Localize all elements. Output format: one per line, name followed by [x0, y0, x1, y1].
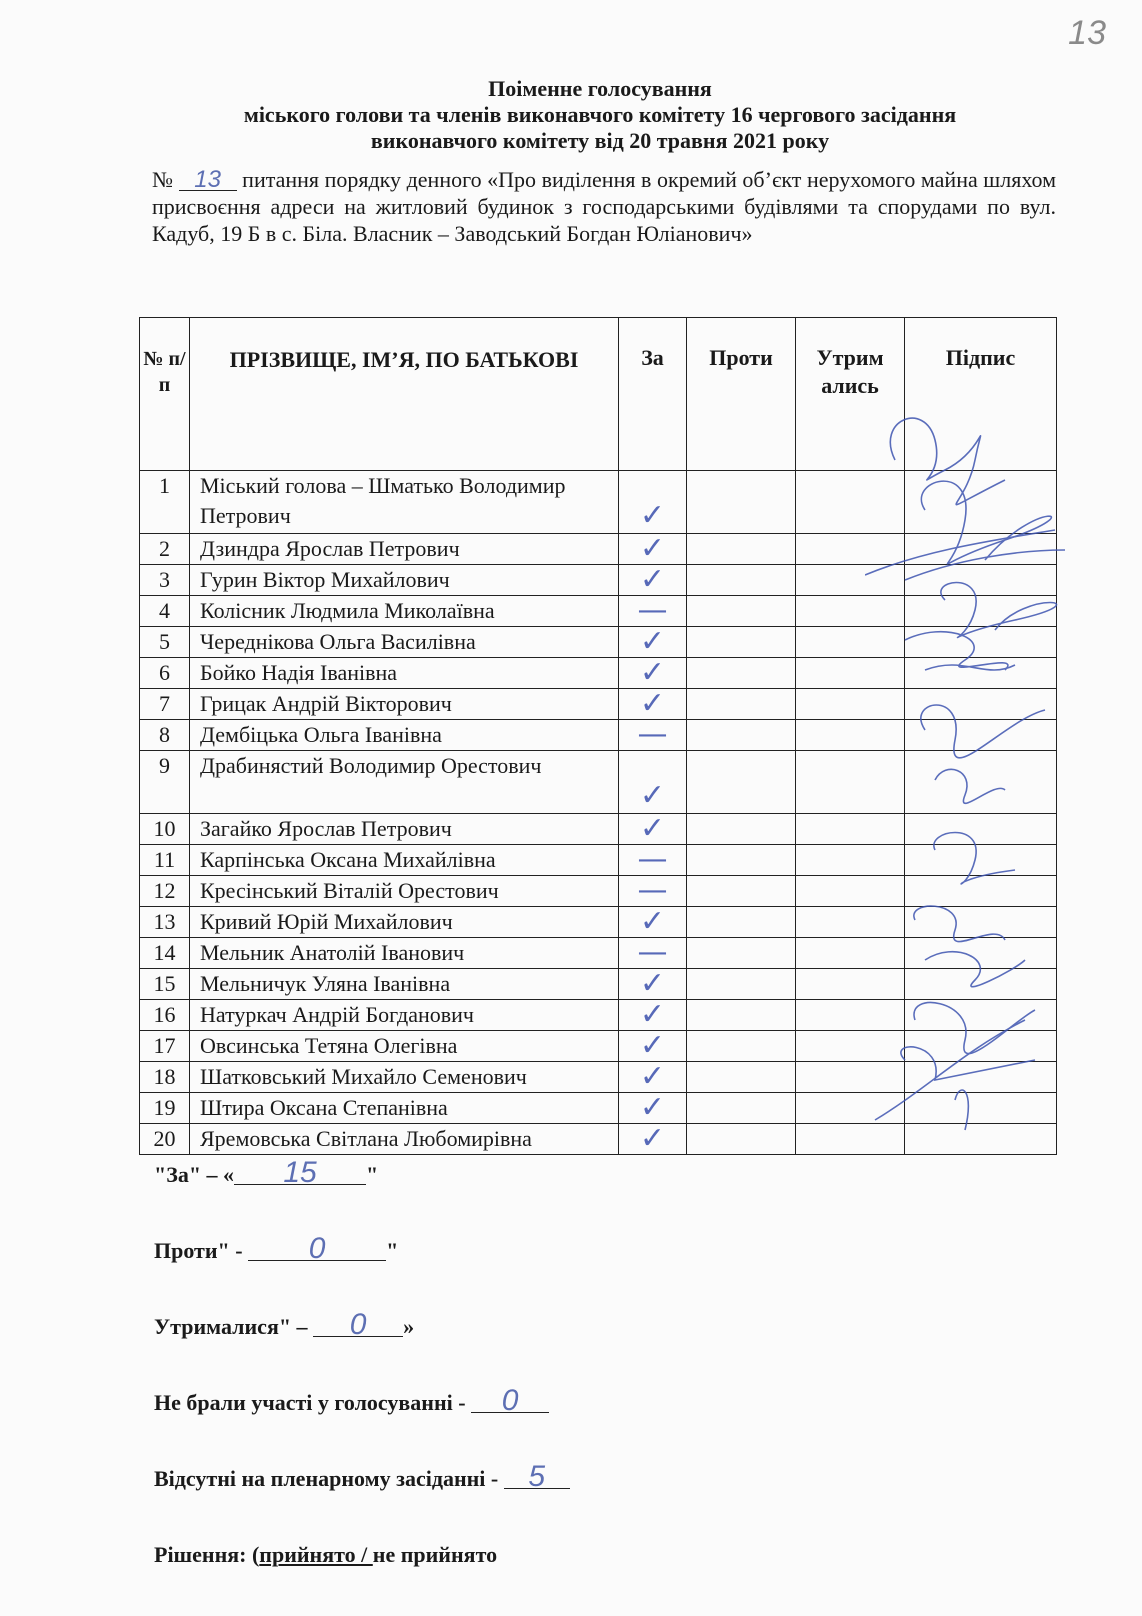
row-vote-for — [619, 531, 687, 566]
decision-rejected: не прийнято — [372, 1542, 498, 1567]
table-row — [140, 938, 1057, 969]
header-number: № п/п — [140, 318, 190, 471]
row-full-name: Кривий Юрій Михайлович — [190, 907, 619, 938]
summary-decision: Рішення: (прийнято / не прийнято — [154, 1542, 498, 1567]
check-mark-icon: ✓ — [639, 531, 666, 566]
table-row — [140, 627, 1057, 658]
row-full-name: Драбинястий Володимир Орестович — [190, 751, 619, 814]
row-number: 15 — [140, 969, 190, 1000]
row-vote-abstained — [796, 596, 905, 627]
row-signature — [905, 596, 1057, 627]
header-against: Проти — [687, 318, 796, 471]
row-number: 6 — [140, 658, 190, 689]
row-vote-against — [687, 596, 796, 627]
table-row — [140, 1000, 1057, 1031]
row-vote-against — [687, 689, 796, 720]
row-number: 17 — [140, 1031, 190, 1062]
table-row — [140, 845, 1057, 876]
handwritten-item-number: 13 — [179, 170, 237, 191]
table-row — [140, 1124, 1057, 1155]
dash-mark-icon: — — [637, 593, 668, 628]
row-signature — [905, 751, 1057, 814]
row-vote-for — [619, 624, 687, 659]
row-number: 9 — [140, 751, 190, 814]
row-vote-for — [619, 966, 687, 1001]
row-vote-abstained — [796, 907, 905, 938]
row-vote-against — [687, 1124, 796, 1155]
row-full-name: Міський голова – Шматько Володимир Петрович — [190, 471, 619, 534]
check-mark-icon: ✓ — [639, 562, 666, 597]
row-vote-abstained — [796, 471, 905, 534]
table-row — [140, 969, 1057, 1000]
row-signature — [905, 907, 1057, 938]
row-vote-abstained — [796, 1093, 905, 1124]
row-full-name: Колісник Людмила Миколаївна — [190, 596, 619, 627]
row-full-name: Череднікова Ольга Василівна — [190, 627, 619, 658]
check-mark-icon: ✓ — [639, 686, 666, 721]
row-vote-abstained — [796, 876, 905, 907]
row-vote-for — [619, 1121, 687, 1156]
heading-line-1: Поіменне голосування — [488, 76, 712, 101]
row-vote-against — [687, 627, 796, 658]
table-row — [140, 689, 1057, 720]
row-signature — [905, 845, 1057, 876]
check-mark-icon: ✓ — [639, 624, 666, 659]
check-mark-icon: ✓ — [639, 1059, 666, 1094]
row-full-name: Гурин Віктор Михайлович — [190, 565, 619, 596]
row-signature — [905, 969, 1057, 1000]
row-number: 5 — [140, 627, 190, 658]
row-number: 10 — [140, 814, 190, 845]
row-vote-for — [619, 471, 687, 534]
check-mark-icon: ✓ — [639, 778, 666, 813]
row-vote-abstained — [796, 751, 905, 814]
dash-mark-icon: — — [637, 717, 668, 752]
table-header-row — [140, 318, 1057, 471]
check-mark-icon: ✓ — [639, 997, 666, 1032]
row-vote-abstained — [796, 938, 905, 969]
dash-mark-icon: — — [637, 842, 668, 877]
summary-against: Проти" - 0 " — [154, 1232, 399, 1265]
row-full-name: Дембіцька Ольга Іванівна — [190, 720, 619, 751]
row-vote-against — [687, 845, 796, 876]
row-vote-against — [687, 1093, 796, 1124]
dash-mark-icon: — — [637, 935, 668, 970]
summary-not-voted: Не брали участі у голосуванні - 0 — [154, 1388, 854, 1418]
row-number: 14 — [140, 938, 190, 969]
row-full-name: Яремовська Світлана Любомирівна — [190, 1124, 619, 1155]
row-signature — [905, 938, 1057, 969]
row-vote-for — [619, 655, 687, 690]
header-abstained: Утрим ались — [796, 318, 905, 471]
row-vote-against — [687, 907, 796, 938]
row-signature — [905, 565, 1057, 596]
check-mark-icon: ✓ — [639, 1121, 666, 1156]
row-vote-for — [619, 842, 687, 877]
table-row — [140, 814, 1057, 845]
heading-line-2: міського голови та членів виконавчого комітету 16 чергового засідання — [243, 102, 957, 127]
row-number: 4 — [140, 596, 190, 627]
row-vote-for — [619, 717, 687, 752]
row-vote-against — [687, 1031, 796, 1062]
for-count: 15 — [234, 1162, 366, 1185]
row-vote-abstained — [796, 1031, 905, 1062]
agenda-item-description — [152, 166, 1056, 247]
row-number: 19 — [140, 1093, 190, 1124]
header-for: За — [619, 318, 687, 471]
table-row — [140, 876, 1057, 907]
row-vote-for — [619, 1059, 687, 1094]
table-row — [140, 720, 1057, 751]
row-number: 20 — [140, 1124, 190, 1155]
row-number: 16 — [140, 1000, 190, 1031]
agenda-item-text: питання порядку денного «Про виділення в окремий об’єкт нерухомого майна шляхом присвоєння адреси на житловий будинок з господарськими будівлями та спорудами по вул. Кадуб, 19 Б в с. Біла. Власник – Заводський Богдан Юліанович» — [152, 167, 1057, 246]
table-row — [140, 1031, 1057, 1062]
row-vote-for — [619, 811, 687, 846]
row-vote-abstained — [796, 565, 905, 596]
row-vote-abstained — [796, 1000, 905, 1031]
table-row — [140, 1062, 1057, 1093]
row-vote-against — [687, 471, 796, 534]
row-signature — [905, 1031, 1057, 1062]
decision-accepted: прийнято / — [259, 1542, 373, 1567]
row-full-name: Грицак Андрій Вікторович — [190, 689, 619, 720]
row-signature — [905, 658, 1057, 689]
row-vote-abstained — [796, 689, 905, 720]
row-vote-against — [687, 969, 796, 1000]
row-signature — [905, 534, 1057, 565]
table-row — [140, 596, 1057, 627]
table-row — [140, 907, 1057, 938]
row-vote-for — [619, 686, 687, 721]
table-row — [140, 1093, 1057, 1124]
check-mark-icon: ✓ — [639, 1028, 666, 1063]
header-full-name: ПРІЗВИЩЕ, ІМ’Я, ПО БАТЬКОВІ — [190, 318, 619, 471]
row-vote-abstained — [796, 627, 905, 658]
row-vote-abstained — [796, 1124, 905, 1155]
row-full-name: Мельник Анатолій Іванович — [190, 938, 619, 969]
voting-summary — [154, 1156, 854, 1616]
row-vote-abstained — [796, 1062, 905, 1093]
page-number: 13 — [1068, 14, 1106, 52]
row-vote-for — [619, 1028, 687, 1063]
row-vote-abstained — [796, 534, 905, 565]
check-mark-icon: ✓ — [639, 904, 666, 939]
row-number: 3 — [140, 565, 190, 596]
summary-abstained: Утрималися" – 0 » — [154, 1308, 415, 1341]
row-vote-for — [619, 593, 687, 628]
row-full-name: Натуркач Андрій Богданович — [190, 1000, 619, 1031]
row-number: 18 — [140, 1062, 190, 1093]
row-signature — [905, 627, 1057, 658]
row-full-name: Бойко Надія Іванівна — [190, 658, 619, 689]
table-row — [140, 471, 1057, 534]
document-heading — [140, 76, 1060, 154]
row-full-name: Шатковський Михайло Семенович — [190, 1062, 619, 1093]
row-full-name: Загайко Ярослав Петрович — [190, 814, 619, 845]
row-vote-abstained — [796, 845, 905, 876]
not-voted-count: 0 — [471, 1390, 549, 1413]
row-signature — [905, 876, 1057, 907]
row-vote-against — [687, 720, 796, 751]
against-count: 0 — [248, 1238, 386, 1261]
row-signature — [905, 814, 1057, 845]
row-vote-for — [619, 1090, 687, 1125]
check-mark-icon: ✓ — [639, 498, 666, 533]
row-vote-against — [687, 534, 796, 565]
summary-for: "За" – « 15 " — [154, 1156, 379, 1189]
table-row — [140, 658, 1057, 689]
row-full-name: Овсинська Тетяна Олегівна — [190, 1031, 619, 1062]
row-number: 13 — [140, 907, 190, 938]
row-vote-against — [687, 658, 796, 689]
check-mark-icon: ✓ — [639, 811, 666, 846]
row-full-name: Мельничук Уляна Іванівна — [190, 969, 619, 1000]
table-row — [140, 534, 1057, 565]
row-full-name: Карпінська Оксана Михайлівна — [190, 845, 619, 876]
check-mark-icon: ✓ — [639, 966, 666, 1001]
row-vote-abstained — [796, 969, 905, 1000]
row-number: 12 — [140, 876, 190, 907]
heading-line-3: виконавчого комітету від 20 травня 2021 року — [370, 128, 830, 153]
row-number: 8 — [140, 720, 190, 751]
abstained-count: 0 — [313, 1314, 403, 1337]
row-signature — [905, 689, 1057, 720]
table-row — [140, 565, 1057, 596]
summary-absent: Відсутні на пленарному засіданні - 5 — [154, 1464, 854, 1494]
row-vote-against — [687, 876, 796, 907]
row-vote-for — [619, 562, 687, 597]
row-vote-against — [687, 751, 796, 814]
row-signature — [905, 720, 1057, 751]
row-vote-against — [687, 1000, 796, 1031]
row-vote-against — [687, 1062, 796, 1093]
row-full-name: Кресінський Віталій Орестович — [190, 876, 619, 907]
row-number: 7 — [140, 689, 190, 720]
row-vote-for — [619, 935, 687, 970]
row-number: 11 — [140, 845, 190, 876]
row-signature — [905, 1124, 1057, 1155]
row-vote-for — [619, 873, 687, 908]
row-vote-against — [687, 565, 796, 596]
row-vote-for — [619, 751, 687, 814]
row-vote-for — [619, 904, 687, 939]
table-row — [140, 751, 1057, 814]
row-signature — [905, 1062, 1057, 1093]
row-signature — [905, 1093, 1057, 1124]
row-full-name: Штира Оксана Степанівна — [190, 1093, 619, 1124]
row-full-name: Дзиндра Ярослав Петрович — [190, 534, 619, 565]
number-prefix: № — [152, 167, 174, 192]
check-mark-icon: ✓ — [639, 1090, 666, 1125]
absent-count: 5 — [504, 1466, 570, 1489]
row-vote-abstained — [796, 658, 905, 689]
row-number: 2 — [140, 534, 190, 565]
check-mark-icon: ✓ — [639, 655, 666, 690]
header-signature: Підпис — [905, 318, 1057, 471]
row-vote-for — [619, 997, 687, 1032]
row-signature — [905, 1000, 1057, 1031]
row-vote-against — [687, 938, 796, 969]
dash-mark-icon: — — [637, 873, 668, 908]
row-signature — [905, 471, 1057, 534]
row-vote-abstained — [796, 720, 905, 751]
row-vote-abstained — [796, 814, 905, 845]
row-vote-against — [687, 814, 796, 845]
row-number: 1 — [140, 471, 190, 534]
roll-call-table — [139, 317, 1057, 1155]
